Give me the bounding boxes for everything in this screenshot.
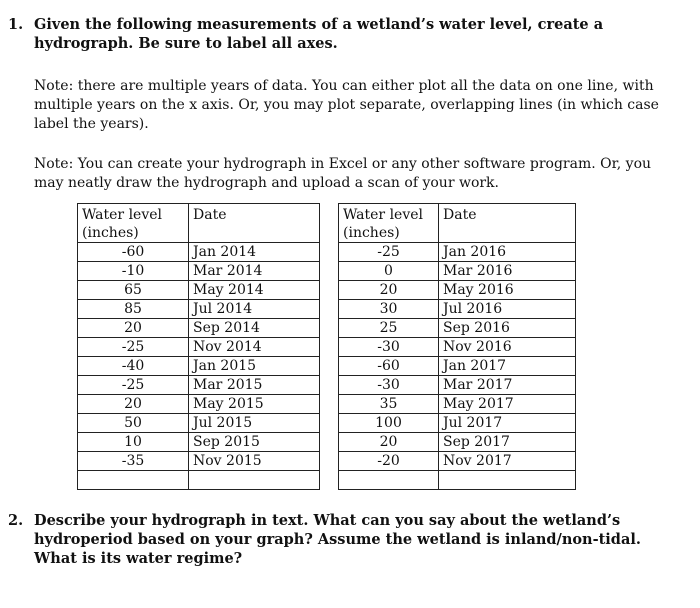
header-water-level: Water level (inches) bbox=[339, 204, 439, 243]
water-level-cell: 0 bbox=[339, 262, 439, 281]
water-level-table-2016-2017 bbox=[338, 203, 576, 490]
table-header-row bbox=[339, 204, 576, 243]
date-cell: Jan 2016 bbox=[439, 243, 576, 262]
date-cell: Sep 2014 bbox=[189, 319, 320, 338]
water-level-cell bbox=[339, 471, 439, 490]
table-row bbox=[78, 433, 320, 452]
water-level-cell: -30 bbox=[339, 338, 439, 357]
table-row bbox=[339, 357, 576, 376]
water-level-cell: 10 bbox=[78, 433, 189, 452]
date-cell bbox=[439, 471, 576, 490]
water-level-cell: -30 bbox=[339, 376, 439, 395]
water-level-cell: 20 bbox=[78, 395, 189, 414]
table-row bbox=[78, 262, 320, 281]
date-cell: Jul 2015 bbox=[189, 414, 320, 433]
table-row bbox=[78, 319, 320, 338]
water-level-cell: -10 bbox=[78, 262, 189, 281]
water-level-cell: 100 bbox=[339, 414, 439, 433]
header-date: Date bbox=[439, 204, 576, 243]
table-row bbox=[78, 300, 320, 319]
water-level-cell: 20 bbox=[339, 281, 439, 300]
date-cell: Jul 2014 bbox=[189, 300, 320, 319]
question-1-text: Given the following measurements of a wetland’s water level, create a hydrograph. Be sure to label all axes. bbox=[34, 16, 604, 52]
question-2-number: 2. bbox=[8, 512, 24, 529]
date-cell: Mar 2017 bbox=[439, 376, 576, 395]
table-row bbox=[339, 376, 576, 395]
table-row bbox=[339, 243, 576, 262]
note-multiple-years: Note: there are multiple years of data. You can either plot all the data on one line, with multiple years on the x axis. Or, you may plot separate, overlapping lines (in which case label the years). bbox=[34, 78, 659, 132]
date-cell: May 2016 bbox=[439, 281, 576, 300]
table-row bbox=[78, 357, 320, 376]
date-cell bbox=[189, 471, 320, 490]
table-header-row bbox=[78, 204, 320, 243]
table-row bbox=[339, 471, 576, 490]
question-1-number: 1. bbox=[8, 16, 24, 33]
date-cell: May 2014 bbox=[189, 281, 320, 300]
table-row bbox=[78, 414, 320, 433]
date-cell: Jul 2016 bbox=[439, 300, 576, 319]
date-cell: Jul 2017 bbox=[439, 414, 576, 433]
table-row bbox=[78, 376, 320, 395]
date-cell: Jan 2014 bbox=[189, 243, 320, 262]
date-cell: Sep 2016 bbox=[439, 319, 576, 338]
table-row bbox=[78, 471, 320, 490]
table-row bbox=[78, 243, 320, 262]
table-row bbox=[339, 319, 576, 338]
question-2-text: Describe your hydrograph in text. What can you say about the wetland’s hydroperiod based on your graph? Assume the wetland is inland/non-tidal. What is its water regime? bbox=[34, 512, 641, 567]
date-cell: Mar 2016 bbox=[439, 262, 576, 281]
water-level-cell: -60 bbox=[339, 357, 439, 376]
table-row bbox=[78, 281, 320, 300]
table-row bbox=[339, 338, 576, 357]
table-row bbox=[78, 395, 320, 414]
date-cell: May 2017 bbox=[439, 395, 576, 414]
header-water-level: Water level (inches) bbox=[78, 204, 189, 243]
note-software: Note: You can create your hydrograph in Excel or any other software program. Or, you may neatly draw the hydrograph and upload a scan of your work. bbox=[34, 156, 652, 191]
date-cell: Nov 2014 bbox=[189, 338, 320, 357]
date-cell: Jan 2017 bbox=[439, 357, 576, 376]
water-level-cell: 30 bbox=[339, 300, 439, 319]
water-level-cell: 65 bbox=[78, 281, 189, 300]
water-level-table-body bbox=[78, 204, 320, 490]
table-row bbox=[339, 452, 576, 471]
water-level-cell: -60 bbox=[78, 243, 189, 262]
table-row bbox=[339, 300, 576, 319]
water-level-cell: -25 bbox=[78, 338, 189, 357]
table-row bbox=[339, 414, 576, 433]
table-row bbox=[339, 433, 576, 452]
date-cell: Mar 2015 bbox=[189, 376, 320, 395]
date-cell: May 2015 bbox=[189, 395, 320, 414]
water-level-cell bbox=[78, 471, 189, 490]
table-row bbox=[78, 338, 320, 357]
water-level-cell: 35 bbox=[339, 395, 439, 414]
table-row bbox=[78, 452, 320, 471]
water-level-cell: 50 bbox=[78, 414, 189, 433]
water-level-cell: 20 bbox=[339, 433, 439, 452]
date-cell: Jan 2015 bbox=[189, 357, 320, 376]
date-cell: Nov 2016 bbox=[439, 338, 576, 357]
water-level-cell: -25 bbox=[339, 243, 439, 262]
date-cell: Nov 2015 bbox=[189, 452, 320, 471]
date-cell: Mar 2014 bbox=[189, 262, 320, 281]
water-level-cell: 20 bbox=[78, 319, 189, 338]
water-level-cell: 25 bbox=[339, 319, 439, 338]
water-level-cell: 85 bbox=[78, 300, 189, 319]
water-level-table-2014-2015 bbox=[77, 203, 320, 490]
date-cell: Nov 2017 bbox=[439, 452, 576, 471]
date-cell: Sep 2015 bbox=[189, 433, 320, 452]
table-row bbox=[339, 395, 576, 414]
water-level-cell: -40 bbox=[78, 357, 189, 376]
table-row bbox=[339, 281, 576, 300]
header-date: Date bbox=[189, 204, 320, 243]
table-row bbox=[339, 262, 576, 281]
water-level-cell: -20 bbox=[339, 452, 439, 471]
water-level-cell: -25 bbox=[78, 376, 189, 395]
water-level-table-body bbox=[339, 204, 576, 490]
date-cell: Sep 2017 bbox=[439, 433, 576, 452]
water-level-cell: -35 bbox=[78, 452, 189, 471]
